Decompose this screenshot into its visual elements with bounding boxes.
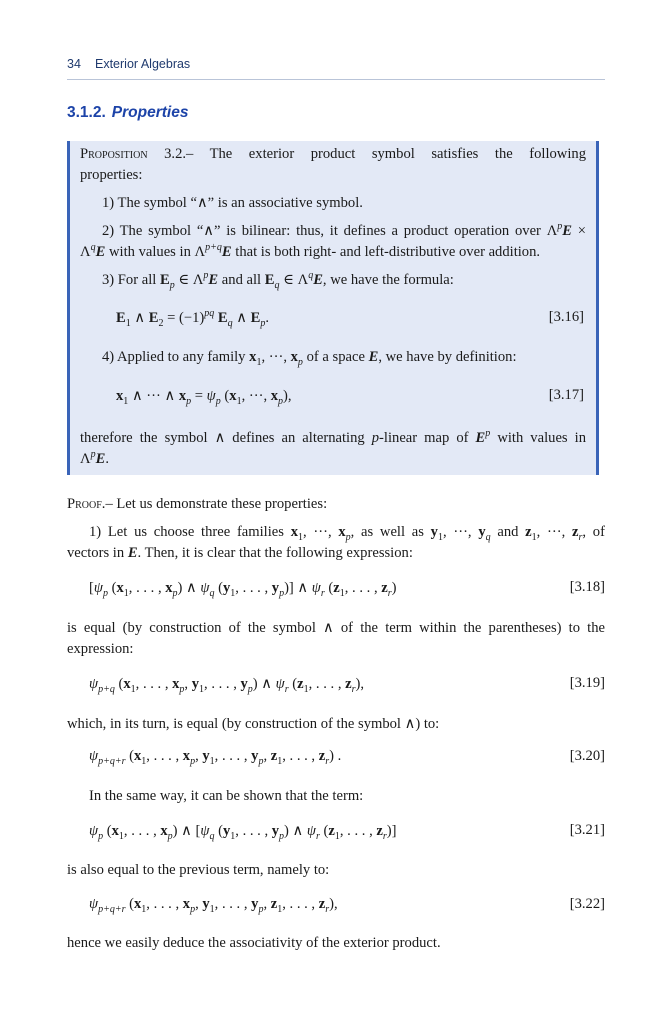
proof-p1-line-1 — [67, 522, 605, 543]
item2-text-a: 2) The symbol “∧” is bilinear: thus, it defines a product operation over — [102, 223, 541, 239]
item4-text-c: , we have by definition: — [378, 349, 517, 365]
proof-text-1: is equal (by construction of the symbol ∧ of the term within the parentheses) to the — [67, 620, 605, 636]
item2-text-b: with values in — [108, 244, 191, 260]
math-lambda-p-e-end: $\Lambda^pE$. — [80, 449, 109, 467]
math-family-x: $x_1$, ···, $x_p$ — [249, 349, 303, 368]
equation-3-17: $x_1$ ∧ ··· ∧ $x_p = \psi_p$ ($x_1$, ···, $x_p$), — [116, 388, 292, 407]
proposition-item-2-line-1 — [70, 221, 596, 242]
equation-tag-3-21: [3.21] — [569, 822, 605, 838]
p1-line2-text-b: . Then, it is clear that the following expression: — [137, 545, 413, 561]
math-family-x2: $x_1$, ···, $x_p$ — [290, 524, 351, 543]
proposition-box — [67, 141, 599, 475]
math-p: p — [371, 430, 380, 446]
equation-tag-3-16: [3.16] — [548, 309, 584, 325]
proposition-line-1 — [70, 144, 596, 165]
equation-3-20: $\psi_{p+q+r}$ ($x_1$, . . . , $x_p$, $y_1$, . . . , $y_p$, $z_1$, . . . , $z_r$) . — [89, 748, 342, 767]
equation-tag-3-18: [3.18] — [569, 579, 605, 595]
proof-intro-text: .– Let us demonstrate these properties: — [101, 496, 328, 512]
math-family-z: $z_1$, ···, $z_r$ — [525, 524, 583, 543]
proposition-item-1: 1) The symbol “∧” is an associative symbol. — [102, 195, 363, 211]
proof-text-4: is also equal to the previous term, namely to: — [67, 862, 330, 878]
proof-text-2: which, in its turn, is equal (by construction of the symbol ∧) to: — [67, 716, 440, 732]
proposition-line-2: properties: — [80, 167, 143, 183]
equation-tag-3-20: [3.20] — [569, 748, 605, 764]
item3-text-b: and all — [221, 272, 262, 288]
math-space-e2: E — [127, 545, 138, 561]
p1-text-c: and — [497, 524, 519, 540]
equation-tag-3-17: [3.17] — [548, 387, 584, 403]
p1-line2-text-a: vectors in — [67, 545, 125, 561]
equation-3-16: $E_1$ ∧ $E_2 = (-1)^{pq}$ $E_q$ ∧ $E_p$. — [116, 308, 269, 329]
item2-text-c: that is both right- and left-distributive over addition. — [235, 244, 541, 260]
proposition-closing-line-1 — [70, 428, 596, 449]
equation-tag-3-19: [3.19] — [569, 675, 605, 691]
item4-text-b: of a space — [306, 349, 365, 365]
proof-text-5: hence we easily deduce the associativity of the exterior product. — [67, 935, 441, 951]
equation-3-21: $\psi_p$ ($x_1$, . . . , $x_p$) ∧ [$\psi_q$ ($y_1$, . . . , $y_p$) ∧ $\psi_r$ ($z_1$, . . . , $z_r$)] — [89, 823, 397, 842]
closing-text-b: -linear map of — [379, 430, 469, 446]
math-e-p: $E^p$ — [475, 428, 491, 446]
math-family-y: $y_1$, ···, $y_q$ — [430, 524, 491, 543]
closing-text-a: therefore the symbol ∧ defines an alternating — [80, 430, 365, 446]
closing-text-c: with values in — [497, 430, 586, 446]
proposition-item-4 — [70, 347, 596, 368]
proposition-closing-line-2 — [70, 449, 596, 470]
section-heading — [67, 104, 188, 122]
section-number: 3.1.2. — [67, 104, 106, 121]
section-title: Properties — [111, 104, 189, 121]
math-eq-in-lambda: $E_q$ ∈ $\Lambda^qE$ — [264, 270, 323, 291]
running-title: Exterior Algebras — [95, 57, 191, 71]
proposition-item-3 — [70, 270, 596, 291]
math-lambda-pq-e: $\Lambda^{p+q}E$ — [194, 242, 232, 260]
proof-text-3: In the same way, it can be shown that the term: — [89, 788, 364, 804]
math-lambda-p-e: $\Lambda^pE$ × — [546, 221, 586, 239]
item3-text-a: 3) For all — [102, 272, 157, 288]
math-space-e: E — [368, 349, 379, 365]
proof-p1-line-2 — [67, 543, 605, 564]
p1-text-b: , as well as — [350, 524, 424, 540]
item3-text-c: , we have the formula: — [322, 272, 454, 288]
equation-3-22: $\psi_{p+q+r}$ ($x_1$, . . . , $x_p$, $y_1$, . . . , $y_p$, $z_1$, . . . , $z_r$), — [89, 896, 338, 915]
proof-intro — [67, 494, 605, 515]
math-lambda-q-e: $\Lambda^qE$ — [80, 242, 106, 260]
p1-text-d: , of — [582, 524, 605, 540]
proof-text-1b: expression: — [67, 641, 134, 657]
proposition-label: Proposition — [80, 146, 148, 162]
p1-text-a: 1) Let us choose three families — [89, 524, 284, 540]
equation-tag-3-22: [3.22] — [569, 896, 605, 912]
proposition-item-2-line-2 — [70, 242, 596, 263]
equation-3-18: [$\psi_p$ ($x_1$, . . . , $x_p$) ∧ $\psi_q$ ($y_1$, . . . , $y_p$)] ∧ $\psi_r$ ($z_1$, . . . , $z_r$) — [89, 580, 397, 599]
math-ep-in-lambda: $E_p$ ∈ $\Lambda^pE$ — [159, 270, 219, 291]
page-number: 34 — [67, 57, 81, 71]
proof-label: Proof — [67, 496, 102, 512]
item4-text-a: 4) Applied to any family — [102, 349, 246, 365]
proposition-number-text: 3.2.– The exterior product symbol satisfies the following — [164, 146, 586, 162]
running-header — [67, 57, 605, 80]
equation-3-19: $\psi_{p+q}$ ($x_1$, . . . , $x_p$, $y_1$, . . . , $y_p$) ∧ $\psi_r$ ($z_1$, . . . , $z_r$), — [89, 676, 365, 695]
